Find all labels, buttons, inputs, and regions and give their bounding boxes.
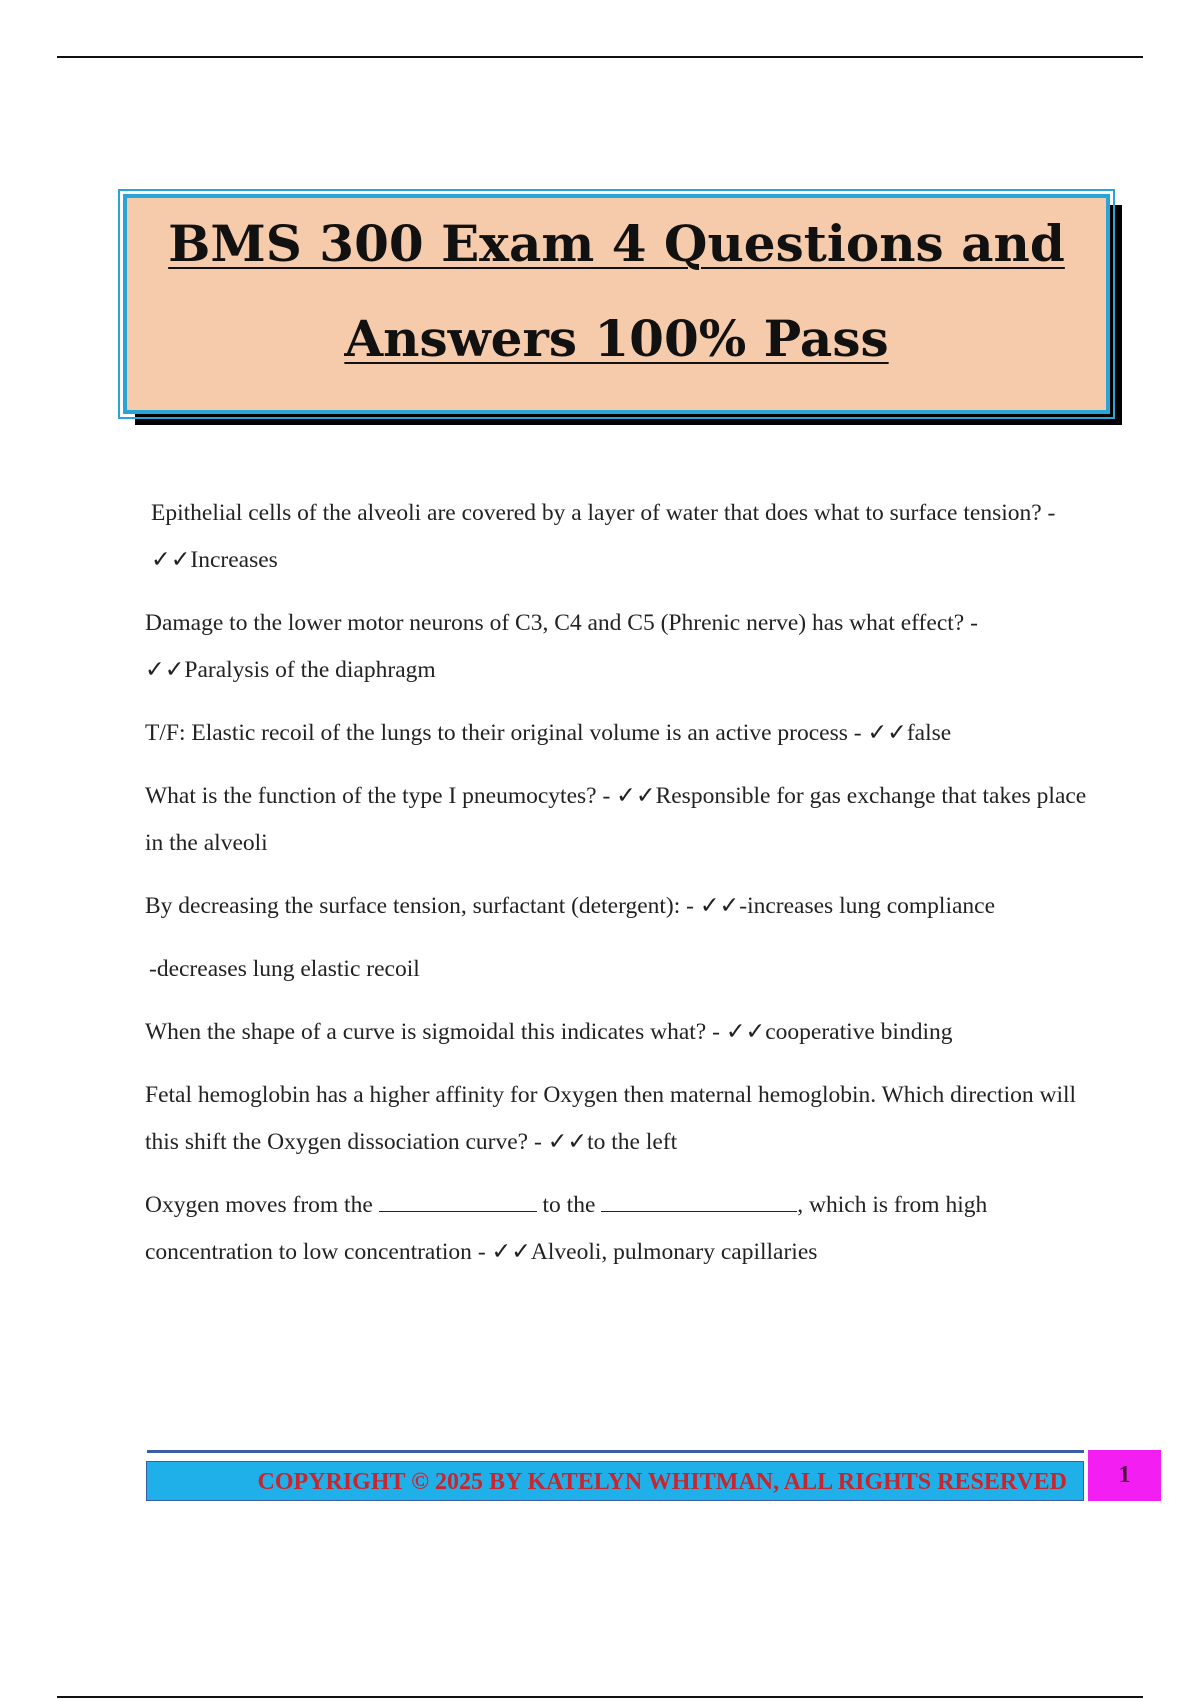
question-text-part-3: , which is from high concentration to low concentration bbox=[145, 1192, 988, 1265]
check-marks-icon: ✓✓ bbox=[491, 1239, 531, 1265]
separator: - bbox=[471, 1239, 492, 1265]
question-text: When the shape of a curve is sigmoidal this indicates what? bbox=[145, 1019, 707, 1045]
question-text-part-1: Oxygen moves from the bbox=[145, 1192, 373, 1218]
separator: - bbox=[680, 893, 700, 919]
bottom-rule bbox=[57, 1696, 1143, 1698]
answer-text: false bbox=[906, 720, 952, 746]
qa-item bbox=[145, 1072, 1090, 1166]
answer-text: -increases lung compliance bbox=[739, 893, 996, 919]
copyright-text: COPYRIGHT © 2025 BY KATELYN WHITMAN, ALL RIGHTS RESERVED bbox=[257, 1469, 1067, 1495]
check-marks-icon: ✓✓ bbox=[547, 1129, 588, 1155]
document-title-line-1: BMS 300 Exam 4 Questions and bbox=[168, 214, 1065, 273]
separator: - bbox=[706, 1019, 726, 1045]
top-rule bbox=[57, 56, 1143, 58]
answer-continuation: -decreases lung elastic recoil bbox=[149, 956, 420, 982]
question-text: By decreasing the surface tension, surfactant (detergent): bbox=[145, 893, 681, 919]
check-marks-icon: ✓✓ bbox=[145, 657, 185, 683]
check-marks-icon: ✓✓ bbox=[151, 547, 191, 573]
title-box bbox=[123, 194, 1110, 414]
qa-item bbox=[145, 490, 1090, 584]
answer-text: Paralysis of the diaphragm bbox=[184, 657, 436, 683]
answer-text: Responsible for gas exchange that takes place in the alveoli bbox=[145, 783, 1087, 856]
qa-item bbox=[145, 1182, 1090, 1276]
check-marks-icon: ✓✓ bbox=[725, 1019, 766, 1045]
question-text: Fetal hemoglobin has a higher affinity for Oxygen then maternal hemoglobin. Which direction will this shift the Oxygen dissociation curve? bbox=[145, 1082, 1077, 1155]
question-text: Epithelial cells of the alveoli are covered by a layer of water that does what to surface tension? bbox=[151, 500, 1042, 526]
qa-item bbox=[145, 773, 1090, 867]
check-marks-icon: ✓✓ bbox=[867, 720, 907, 746]
qa-list bbox=[145, 490, 1090, 1292]
qa-item bbox=[145, 600, 1090, 694]
answer-text: to the left bbox=[587, 1129, 678, 1155]
question-text: T/F: Elastic recoil of the lungs to their original volume is an active process bbox=[145, 720, 848, 746]
separator: - bbox=[964, 610, 978, 636]
question-text: Damage to the lower motor neurons of C3, C4 and C5 (Phrenic nerve) has what effect? bbox=[145, 610, 965, 636]
question-text: What is the function of the type I pneumocytes? bbox=[145, 783, 597, 809]
qa-item bbox=[145, 1009, 1090, 1056]
separator: - bbox=[847, 720, 868, 746]
document-title-line-2: Answers 100% Pass bbox=[344, 309, 889, 368]
check-marks-icon: ✓✓ bbox=[699, 893, 740, 919]
answer-text: Alveoli, pulmonary capillaries bbox=[530, 1239, 818, 1265]
fill-in-blank-1 bbox=[379, 1191, 537, 1212]
footer-copyright-bar bbox=[146, 1461, 1084, 1501]
answer-text: cooperative binding bbox=[765, 1019, 953, 1045]
separator: - bbox=[596, 783, 617, 809]
qa-item bbox=[145, 883, 1090, 930]
footer-rule bbox=[147, 1450, 1084, 1453]
separator: - bbox=[1041, 500, 1056, 526]
qa-item bbox=[145, 710, 1090, 757]
page-number: 1 bbox=[1088, 1450, 1161, 1501]
separator: - bbox=[528, 1129, 548, 1155]
fill-in-blank-2 bbox=[601, 1191, 797, 1212]
question-text-part-2: to the bbox=[542, 1192, 596, 1218]
answer-text: Increases bbox=[190, 547, 278, 573]
check-marks-icon: ✓✓ bbox=[616, 783, 656, 809]
